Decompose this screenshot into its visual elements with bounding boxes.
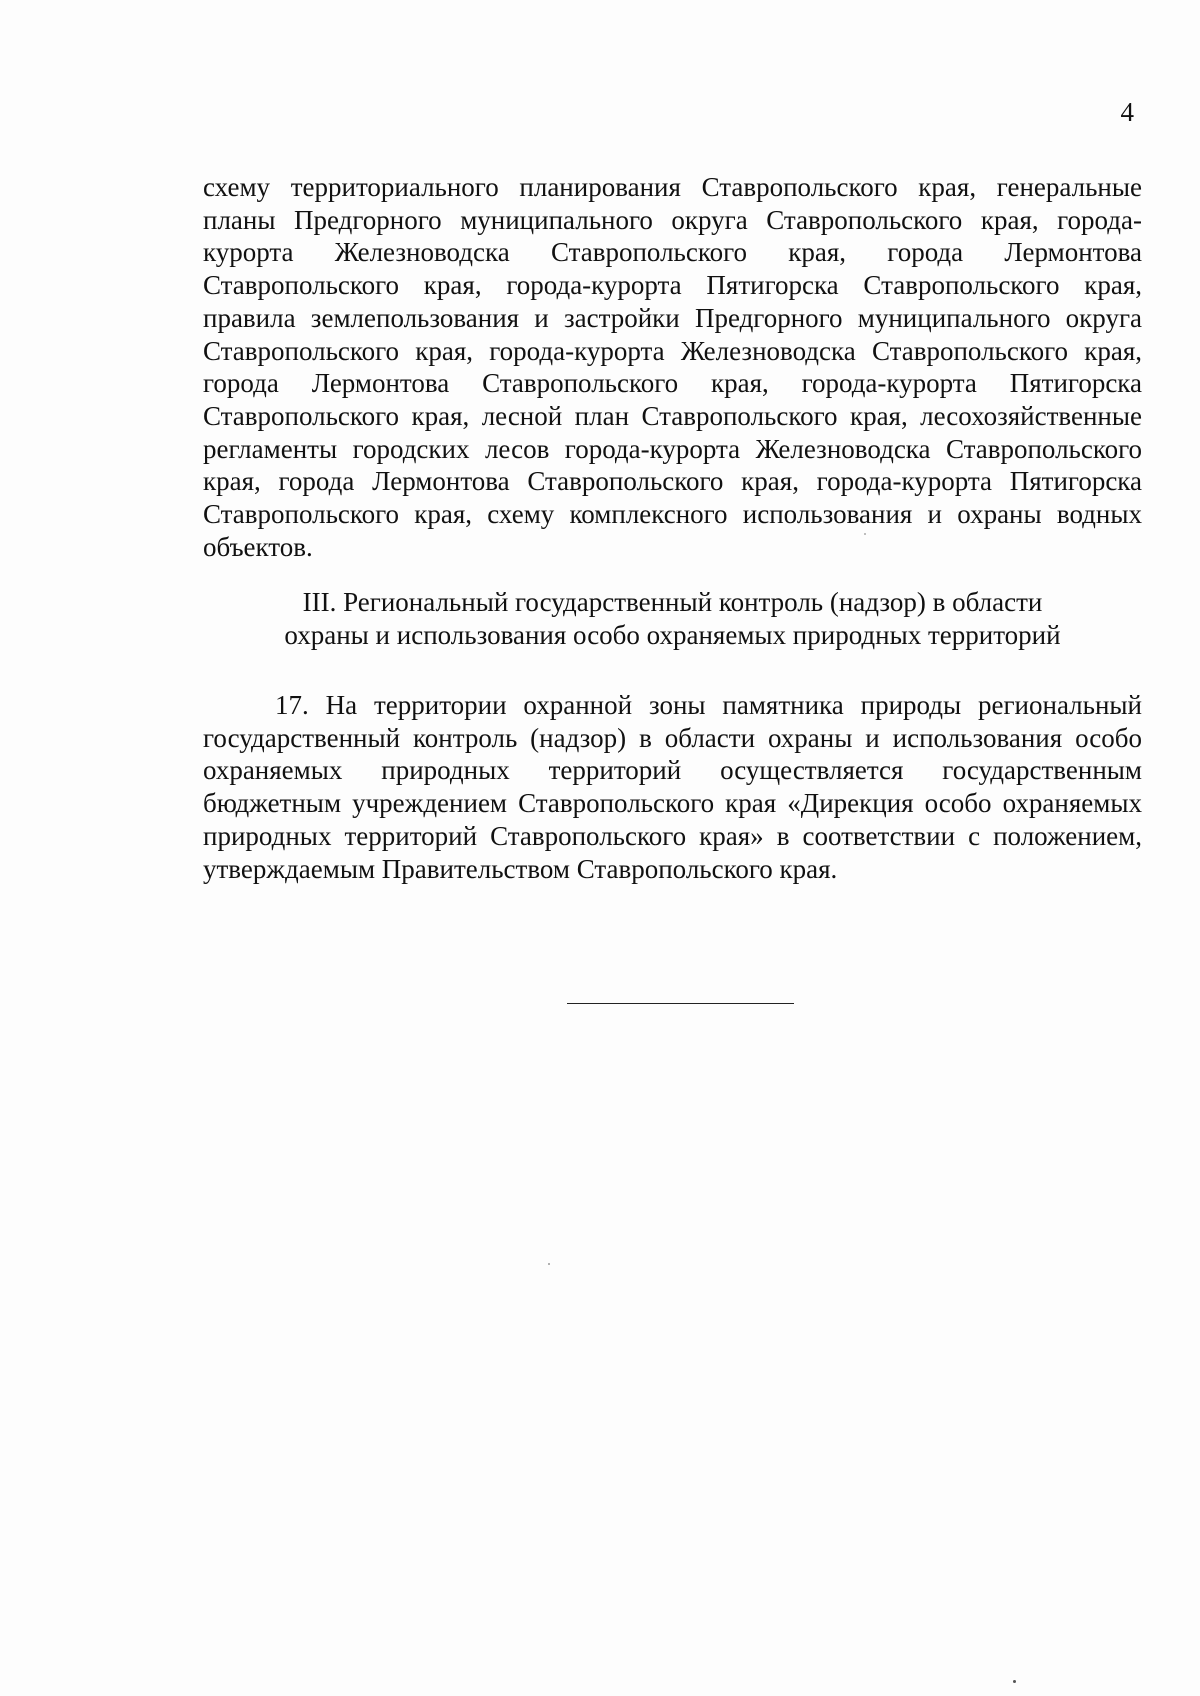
scan-speck xyxy=(1013,1680,1016,1683)
paragraph-planning-documents: схему территориального планирования Ставропольского края, генеральные планы Предгорного муниципального округа Ставропольского края, города-курорта Железноводска Ставропольского края, города Лермонтова Ставропольского края, города-курорта Пятигорска Ставропольского края, правила землепользования и застройки Предгорного муниципального округа Ставропольского края, города-курорта Железноводска Ставропольского края, города Лермонтова Ставропольского края, города-курорта Пятигорска Ставропольского края, лесной план Ставропольского края, лесохозяйственные регламенты городских лесов города-курорта Железноводска Ставропольского края, города Лермонтова Ставропольского края, города-курорта Пятигорска Ставропольского края, схему комплексного использования и охраны водных объектов. xyxy=(203,172,1142,562)
page-number: 4 xyxy=(1120,97,1134,127)
section-heading-line-1: III. Региональный государственный контроль (надзор) в области xyxy=(302,587,1043,617)
section-heading xyxy=(203,586,1142,652)
section-heading-line-2: охраны и использования особо охраняемых природных территорий xyxy=(284,620,1061,650)
paragraph-17-state-control: 17. На территории охранной зоны памятника природы региональный государственный контроль (надзор) в области охраны и использования особо охраняемых природных территорий осуществляется государственным бюджетным учреждением Ставропольского края «Дирекция особо охраняемых природных территорий Ставропольского края» в соответствии с положением, утверждаемым Правительством Ставропольского края. xyxy=(203,690,1142,884)
end-of-document-rule xyxy=(567,1003,794,1004)
scan-speck xyxy=(548,1263,550,1265)
scan-speck xyxy=(864,533,866,535)
